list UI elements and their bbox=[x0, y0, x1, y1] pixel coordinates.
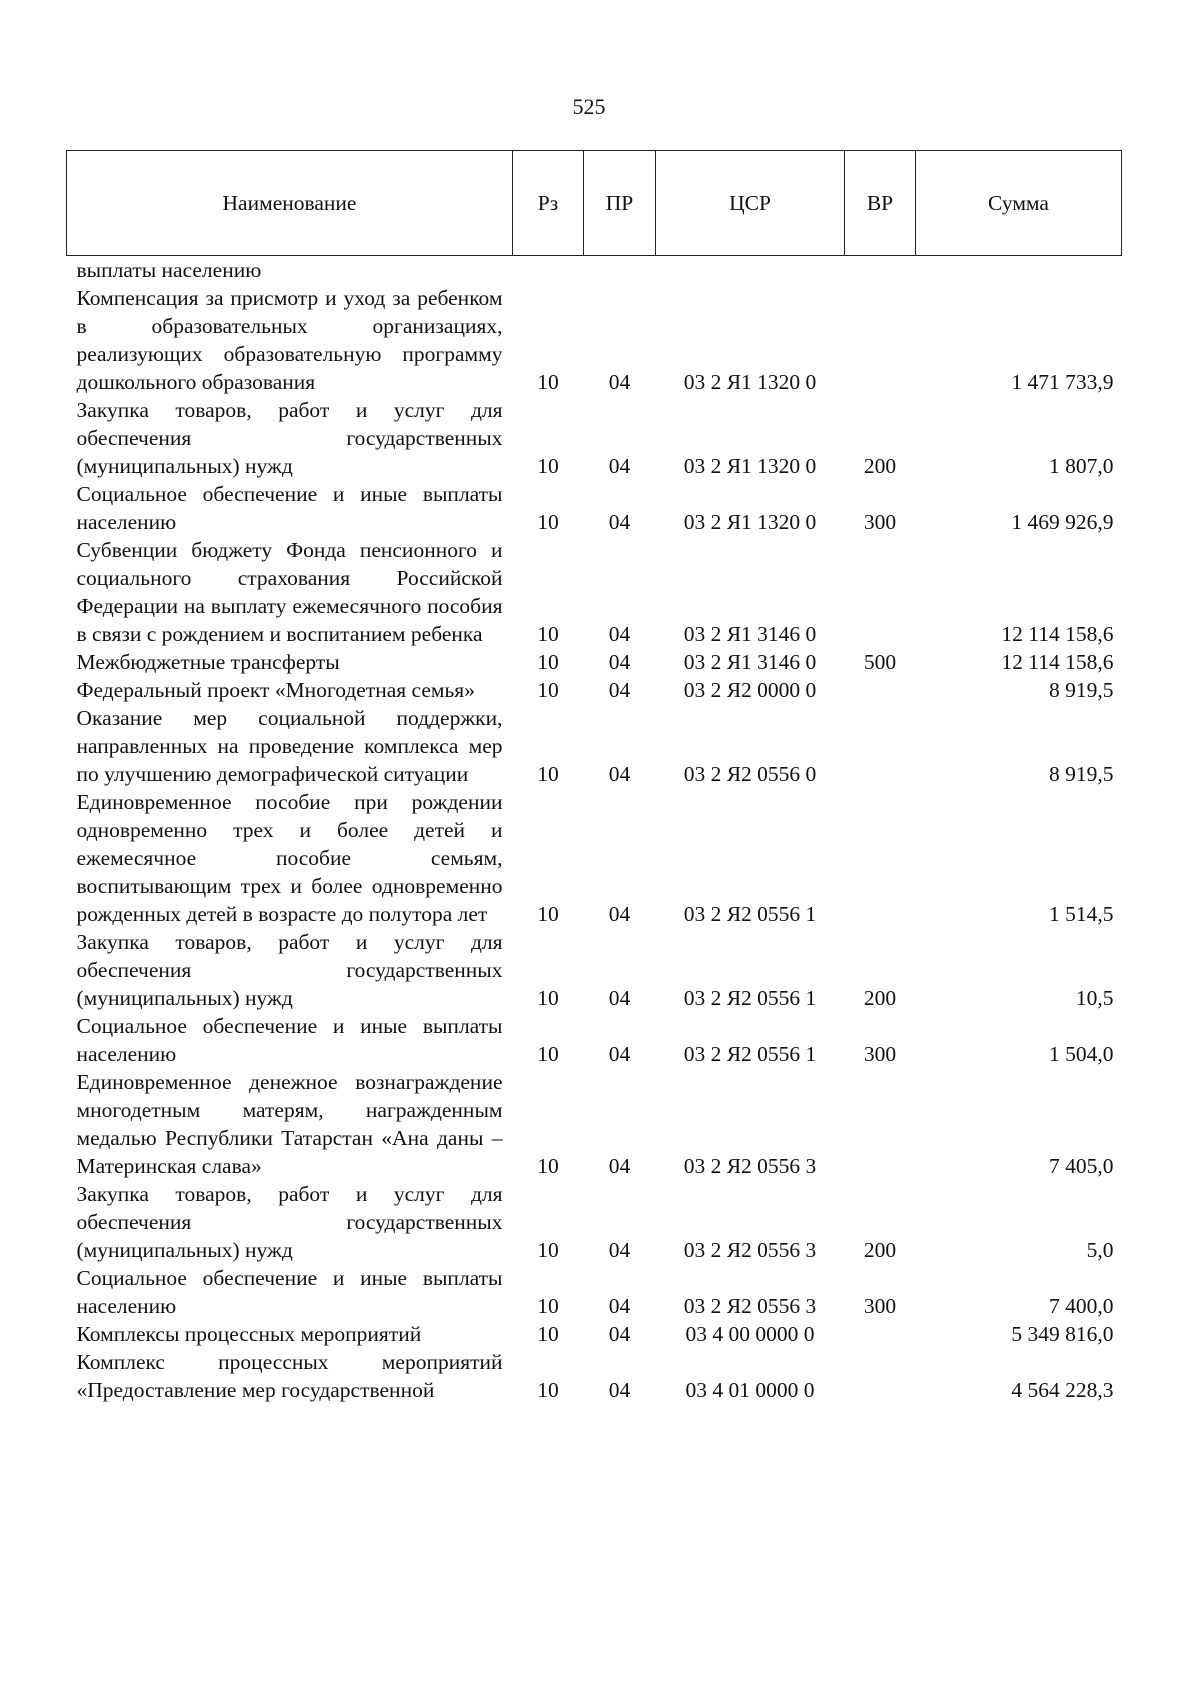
cell-pr: 04 bbox=[608, 650, 631, 674]
cell-csr: 03 2 Я2 0556 0 bbox=[683, 762, 817, 786]
cell-rz: 10 bbox=[537, 1238, 559, 1262]
cell-rz bbox=[513, 256, 584, 285]
cell-pr: 04 bbox=[608, 762, 631, 786]
header-rz: Рз bbox=[513, 151, 584, 256]
header-name: Наименование bbox=[67, 151, 513, 256]
header-sum: Сумма bbox=[916, 151, 1122, 256]
cell-rz: 10 bbox=[537, 510, 559, 534]
cell-pr: 04 bbox=[608, 902, 631, 926]
cell-sum: 12 114 158,6 bbox=[1001, 622, 1114, 646]
table-row bbox=[67, 536, 1122, 648]
cell-vr: 300 bbox=[863, 510, 897, 534]
cell-sum: 5 349 816,0 bbox=[1011, 1322, 1114, 1346]
cell-csr: 03 2 Я2 0556 1 bbox=[683, 1042, 817, 1066]
cell-vr: 500 bbox=[863, 650, 897, 674]
cell-rz: 10 bbox=[537, 986, 559, 1010]
cell-sum: 8 919,5 bbox=[1049, 678, 1114, 702]
cell-rz: 10 bbox=[537, 678, 559, 702]
cell-pr: 04 bbox=[608, 1322, 631, 1346]
cell-vr bbox=[845, 1068, 916, 1180]
cell-name: выплаты населению bbox=[76, 258, 262, 282]
budget-table bbox=[66, 150, 1122, 1404]
cell-sum: 1 469 926,9 bbox=[1011, 510, 1114, 534]
table-row bbox=[67, 284, 1122, 396]
cell-name: Социальное обеспечение и иные выплаты населению bbox=[76, 482, 503, 534]
cell-rz: 10 bbox=[537, 1322, 559, 1346]
cell-rz: 10 bbox=[537, 650, 559, 674]
cell-sum: 1 514,5 bbox=[1049, 902, 1114, 926]
cell-rz: 10 bbox=[537, 1042, 559, 1066]
cell-name: Оказание мер социальной поддержки, направленных на проведение комплекса мер по улучшению демографической ситуации bbox=[76, 706, 503, 786]
table-row bbox=[67, 648, 1122, 676]
cell-rz: 10 bbox=[537, 762, 559, 786]
cell-pr: 04 bbox=[608, 678, 631, 702]
cell-name: Закупка товаров, работ и услуг для обеспечения государственных (муниципальных) нужд bbox=[76, 398, 503, 478]
cell-pr: 04 bbox=[608, 370, 631, 394]
cell-pr: 04 bbox=[608, 454, 631, 478]
cell-pr: 04 bbox=[608, 986, 631, 1010]
header-row bbox=[67, 151, 1122, 256]
cell-csr: 03 4 01 0000 0 bbox=[685, 1378, 815, 1402]
cell-csr: 03 2 Я1 1320 0 bbox=[683, 510, 817, 534]
cell-rz: 10 bbox=[537, 1378, 559, 1402]
cell-name: Закупка товаров, работ и услуг для обеспечения государственных (муниципальных) нужд bbox=[76, 1182, 503, 1262]
cell-name: Субвенции бюджету Фонда пенсионного и социального страхования Российской Федерации на выплату ежемесячного пособия в связи с рождением и воспитанием ребенка bbox=[76, 538, 503, 646]
cell-rz: 10 bbox=[537, 1154, 559, 1178]
cell-vr bbox=[845, 1348, 916, 1404]
cell-vr bbox=[845, 256, 916, 285]
cell-pr: 04 bbox=[608, 622, 631, 646]
cell-csr: 03 2 Я2 0556 3 bbox=[683, 1154, 817, 1178]
cell-name: Социальное обеспечение и иные выплаты населению bbox=[76, 1266, 503, 1318]
cell-vr: 300 bbox=[863, 1042, 897, 1066]
cell-csr: 03 2 Я2 0556 3 bbox=[683, 1294, 817, 1318]
cell-sum bbox=[916, 256, 1122, 285]
cell-vr bbox=[845, 676, 916, 704]
table-row bbox=[67, 1264, 1122, 1320]
cell-name: Единовременное пособие при рождении одновременно трех и более детей и ежемесячное пособие семьям, воспитывающим трех и более одновременно рожденных детей в возрасте до полутора лет bbox=[76, 790, 503, 926]
header-vr: ВР bbox=[845, 151, 916, 256]
table-header bbox=[67, 151, 1122, 256]
cell-vr: 300 bbox=[863, 1294, 897, 1318]
cell-rz: 10 bbox=[537, 1294, 559, 1318]
cell-name: Комплекс процессных мероприятий «Предоставление мер государственной bbox=[76, 1350, 503, 1402]
cell-vr: 200 bbox=[863, 1238, 897, 1262]
cell-sum: 1 807,0 bbox=[1049, 454, 1114, 478]
header-csr: ЦСР bbox=[656, 151, 845, 256]
cell-name: Единовременное денежное вознаграждение многодетным матерям, награжденным медалью Республики Татарстан «Ана даны – Материнская слава» bbox=[76, 1070, 503, 1178]
cell-pr bbox=[584, 256, 656, 285]
cell-vr: 200 bbox=[863, 454, 897, 478]
table-row bbox=[67, 676, 1122, 704]
cell-name: Федеральный проект «Многодетная семья» bbox=[76, 678, 475, 702]
cell-vr bbox=[845, 788, 916, 928]
table-row bbox=[67, 1180, 1122, 1264]
cell-sum: 1 471 733,9 bbox=[1011, 370, 1114, 394]
cell-rz: 10 bbox=[537, 622, 559, 646]
cell-csr bbox=[656, 256, 845, 285]
cell-name: Закупка товаров, работ и услуг для обеспечения государственных (муниципальных) нужд bbox=[76, 930, 503, 1010]
cell-sum: 10,5 bbox=[1075, 986, 1114, 1010]
table-row bbox=[67, 788, 1122, 928]
cell-csr: 03 4 00 0000 0 bbox=[685, 1322, 815, 1346]
cell-pr: 04 bbox=[608, 1042, 631, 1066]
cell-pr: 04 bbox=[608, 510, 631, 534]
cell-rz: 10 bbox=[537, 370, 559, 394]
cell-csr: 03 2 Я1 3146 0 bbox=[683, 622, 817, 646]
table-row bbox=[67, 1320, 1122, 1348]
cell-sum: 7 400,0 bbox=[1049, 1294, 1114, 1318]
cell-sum: 12 114 158,6 bbox=[1001, 650, 1114, 674]
cell-sum: 7 405,0 bbox=[1049, 1154, 1114, 1178]
cell-rz: 10 bbox=[537, 454, 559, 478]
cell-pr: 04 bbox=[608, 1154, 631, 1178]
cell-vr: 200 bbox=[863, 986, 897, 1010]
cell-csr: 03 2 Я2 0556 1 bbox=[683, 902, 817, 926]
cell-name: Компенсация за присмотр и уход за ребенком в образовательных организациях, реализующих образовательную программу дошкольного образования bbox=[76, 286, 503, 394]
cell-pr: 04 bbox=[608, 1378, 631, 1402]
cell-csr: 03 2 Я1 3146 0 bbox=[683, 650, 817, 674]
cell-csr: 03 2 Я1 1320 0 bbox=[683, 454, 817, 478]
cell-sum: 8 919,5 bbox=[1049, 762, 1114, 786]
cell-pr: 04 bbox=[608, 1294, 631, 1318]
cell-sum: 4 564 228,3 bbox=[1011, 1378, 1114, 1402]
table-row bbox=[67, 1068, 1122, 1180]
table-row bbox=[67, 480, 1122, 536]
cell-sum: 5,0 bbox=[1086, 1238, 1114, 1262]
cell-vr bbox=[845, 536, 916, 648]
table-row bbox=[67, 396, 1122, 480]
cell-vr bbox=[845, 1320, 916, 1348]
cell-csr: 03 2 Я2 0000 0 bbox=[683, 678, 817, 702]
cell-vr bbox=[845, 284, 916, 396]
table-body bbox=[67, 256, 1122, 1405]
cell-name: Социальное обеспечение и иные выплаты населению bbox=[76, 1014, 503, 1066]
table-row bbox=[67, 928, 1122, 1012]
cell-name: Комплексы процессных мероприятий bbox=[76, 1322, 422, 1346]
cell-sum: 1 504,0 bbox=[1049, 1042, 1114, 1066]
cell-csr: 03 2 Я2 0556 3 bbox=[683, 1238, 817, 1262]
cell-name: Межбюджетные трансферты bbox=[76, 650, 340, 674]
table-row bbox=[67, 1012, 1122, 1068]
cell-csr: 03 2 Я1 1320 0 bbox=[683, 370, 817, 394]
cell-csr: 03 2 Я2 0556 1 bbox=[683, 986, 817, 1010]
page-number: 525 bbox=[572, 94, 606, 119]
cell-pr: 04 bbox=[608, 1238, 631, 1262]
header-pr: ПР bbox=[584, 151, 656, 256]
cell-vr bbox=[845, 704, 916, 788]
table-row bbox=[67, 704, 1122, 788]
table-row bbox=[67, 256, 1122, 285]
table-row bbox=[67, 1348, 1122, 1404]
cell-rz: 10 bbox=[537, 902, 559, 926]
